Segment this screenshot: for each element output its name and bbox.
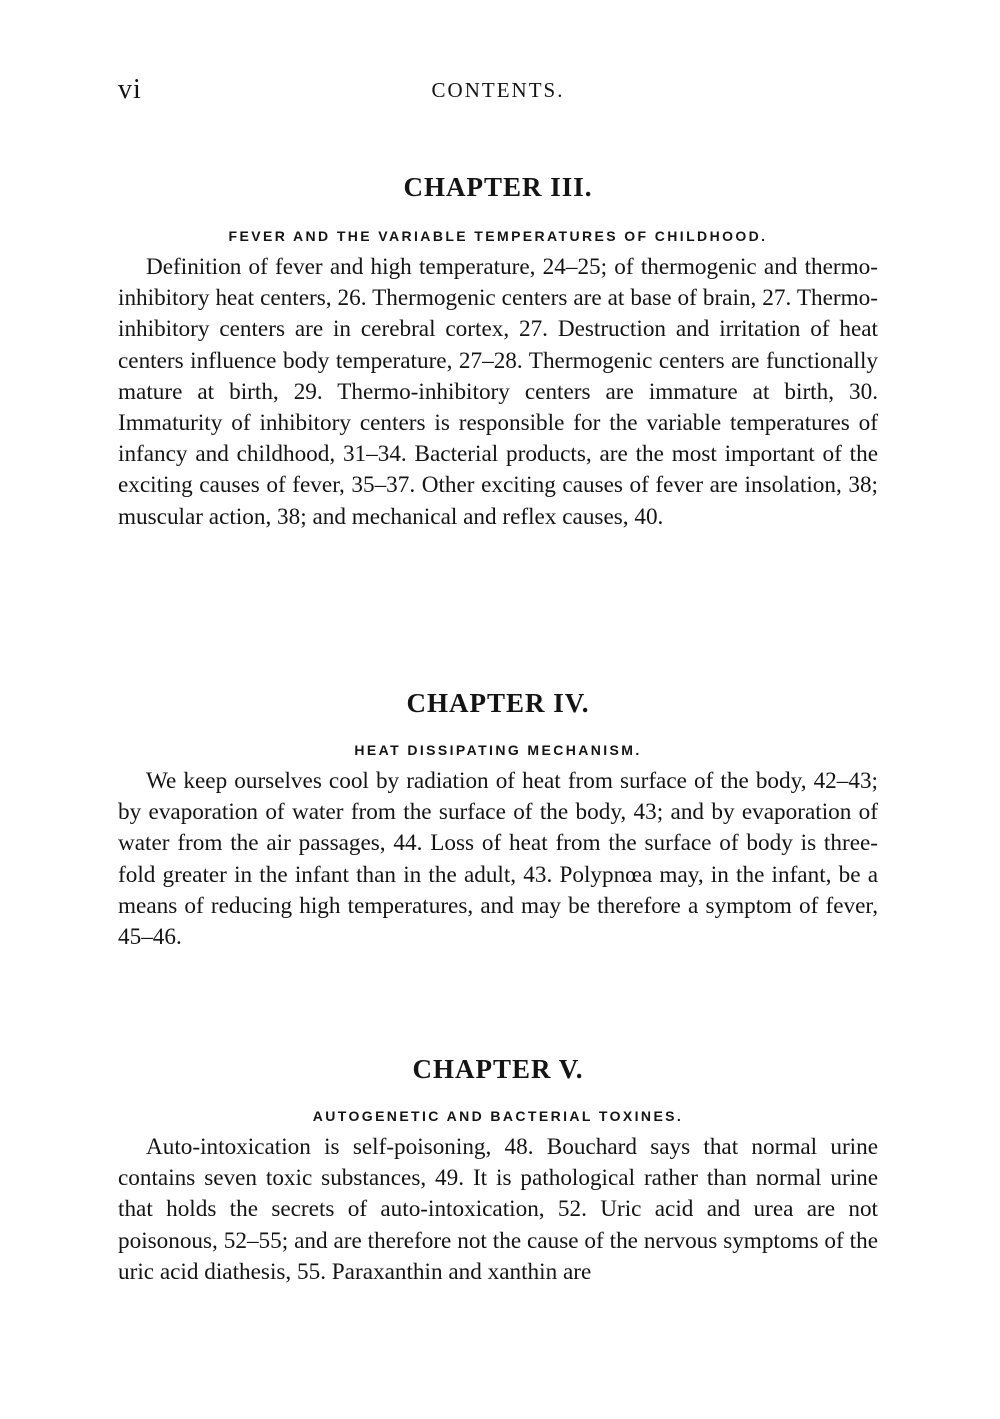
chapter-heading: CHAPTER V. bbox=[412, 1054, 584, 1084]
chapter-subtitle: HEAT DISSIPATING MECHANISM. bbox=[354, 742, 642, 758]
chapter-section bbox=[118, 688, 878, 953]
chapter-summary: Auto-intoxication is self-poisoning, 48. Bouchard says that normal urine contains seven toxic substances, 49. It is pathological rather than normal urine that holds the secrets of auto-intoxication, 52. Uric acid and urea are not poisonous, 52–55; and are therefore not the cause of the nervous symptoms of the uric acid diathesis, 55. Paraxanthin and xanthin are bbox=[118, 1134, 878, 1285]
page-number: vi bbox=[118, 74, 142, 105]
chapter-summary: Definition of fever and high temperature, 24–25; of thermogenic and thermo-inhibitory heat centers, 26. Thermogenic centers are at base of brain, 27. Thermo-inhibitory centers are in cerebral cortex, 27. Destruction and irritation of heat centers influence body temperature, 27–28. Thermogenic centers are functionally mature at birth, 29. Thermo-inhibitory centers are immature at birth, 30. Immaturity of inhibitory centers is responsible for the variable temperatures of infancy and childhood, 31–34. Bacterial products, are the most important of the exciting causes of fever, 35–37. Other exciting causes of fever are insolation, 38; muscular action, 38; and mechanical and reflex causes, 40. bbox=[118, 254, 878, 530]
chapter-subtitle: FEVER AND THE VARIABLE TEMPERATURES OF CHILDHOOD. bbox=[228, 228, 768, 244]
running-head bbox=[118, 74, 878, 114]
chapter-subtitle: AUTOGENETIC AND BACTERIAL TOXINES. bbox=[312, 1108, 684, 1124]
chapter-heading: CHAPTER III. bbox=[403, 172, 593, 202]
running-title: CONTENTS. bbox=[431, 78, 565, 102]
chapter-section bbox=[118, 1054, 878, 1288]
chapter-summary: We keep ourselves cool by radiation of heat from surface of the body, 42–43; by evaporation of water from the surface of the body, 43; and by evaporation of water from the air passages, 44. Loss of heat from the surface of body is three-fold greater in the infant than in the adult, 43. Polypnœa may, in the infant, be a means of reducing high temperatures, and may be therefore a symptom of fever, 45–46. bbox=[118, 768, 878, 951]
chapter-heading: CHAPTER IV. bbox=[406, 688, 590, 718]
chapter-section bbox=[118, 172, 878, 533]
